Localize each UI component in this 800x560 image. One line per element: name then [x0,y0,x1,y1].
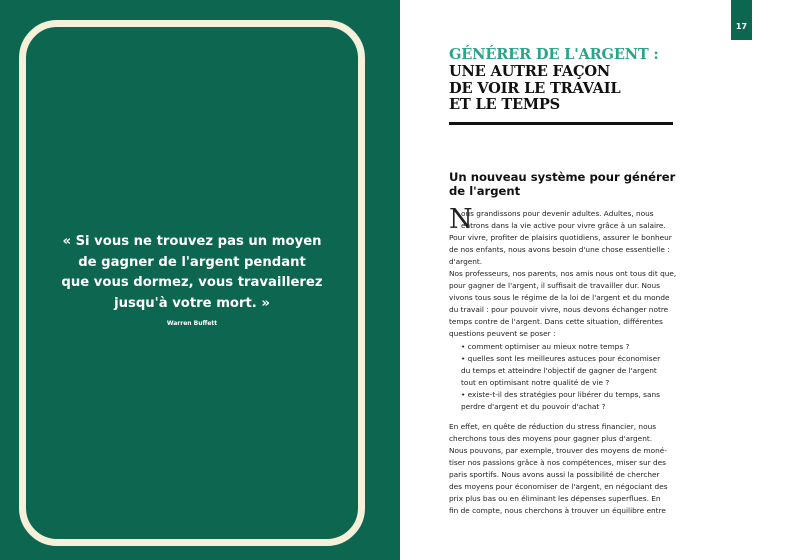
body-line: questions peuvent se poser : [449,329,556,339]
bullet-line: tout en optimisant notre qualité de vie ? [461,377,610,387]
quote-line: que vous dormez, vous travaillerez [61,275,323,290]
quote-line: de gagner de l'argent pendant [78,254,306,270]
body-line: cherchons tous des moyens pour gagner plus d'argent. [449,433,653,443]
page-number: 17 [735,22,748,31]
chapter-title-line: ET LE TEMPS [449,96,560,114]
page-number-tab [731,0,752,40]
quote-card [19,20,365,546]
body-line: Nous pouvons, par exemple, trouver des moyens de moné- [449,445,667,455]
body-line: entrons dans la vie active pour vivre grâce à un salaire. [461,221,666,231]
body-line: prix plus bas ou en éliminant les dépenses superflues. En [449,494,661,504]
body-line: pour gagner de l'argent, il suffisait de travailler dur. Nous [449,281,660,291]
section-heading-line: de l'argent [449,184,521,199]
body-line: tiser nos passions grâce à nos compétences, miser sur des [449,457,666,467]
chapter-title-accent: GÉNÉRER DE L'ARGENT : [449,46,659,63]
body-line: fin de compte, nous cherchons à trouver un équilibre entre [449,506,666,516]
body-line: vivons tous sous le régime de la loi de l'argent et du monde [449,293,670,303]
body-line: En effet, en quête de réduction du stress financier, nous [449,421,657,431]
section-heading-line: Un nouveau système pour générer [449,170,676,184]
quote-author: Warren Buffett [166,320,218,327]
chapter-title-line: UNE AUTRE FAÇON [449,62,611,80]
body-text [449,204,677,517]
body-line: paris sportifs. Nous avons aussi la possibilité de chercher [449,469,660,479]
body-line: ous grandissons pour devenir adultes. Adultes, nous [461,209,654,218]
bullet-line: perdre d'argent et du pouvoir d'achat ? [461,401,606,411]
body-line: de nos enfants, nous avons besoin d'une chose essentielle : [449,245,670,255]
bullet-line: • quelles sont les meilleures astuces pour économiser [461,353,661,363]
body-line: Nos professeurs, nos parents, nos amis nous ont tous dit que, [449,269,677,279]
quote-line: « Si vous ne trouvez pas un moyen [62,234,322,249]
body-line: temps contre de l'argent. Dans cette situation, différentes [449,317,663,327]
body-line: d'argent. [449,257,483,267]
body-line: Pour vivre, profiter de plaisirs quotidiens, assurer le bonheur [449,233,672,243]
bullet-line: • existe-t-il des stratégies pour libérer du temps, sans [461,389,660,399]
title-underline-rule [449,122,673,125]
bullet-line: • comment optimiser au mieux notre temps ? [461,341,630,351]
body-line: du travail : pour pouvoir vivre, nous devons échanger notre [449,305,669,315]
body-line: des moyens pour économiser de l'argent, en négociant des [449,482,668,492]
chapter-title-line: DE VOIR LE TRAVAIL [449,79,621,97]
epigraph-quote [26,232,358,314]
drop-cap: N [449,204,473,235]
bullet-line: du temps et atteindre l'objectif de gagner de l'argent [461,365,657,375]
chapter-title [449,47,659,114]
paragraph-gap [449,413,673,421]
quote-line: jusqu'à votre mort. » [114,295,270,311]
section-heading [449,170,675,198]
